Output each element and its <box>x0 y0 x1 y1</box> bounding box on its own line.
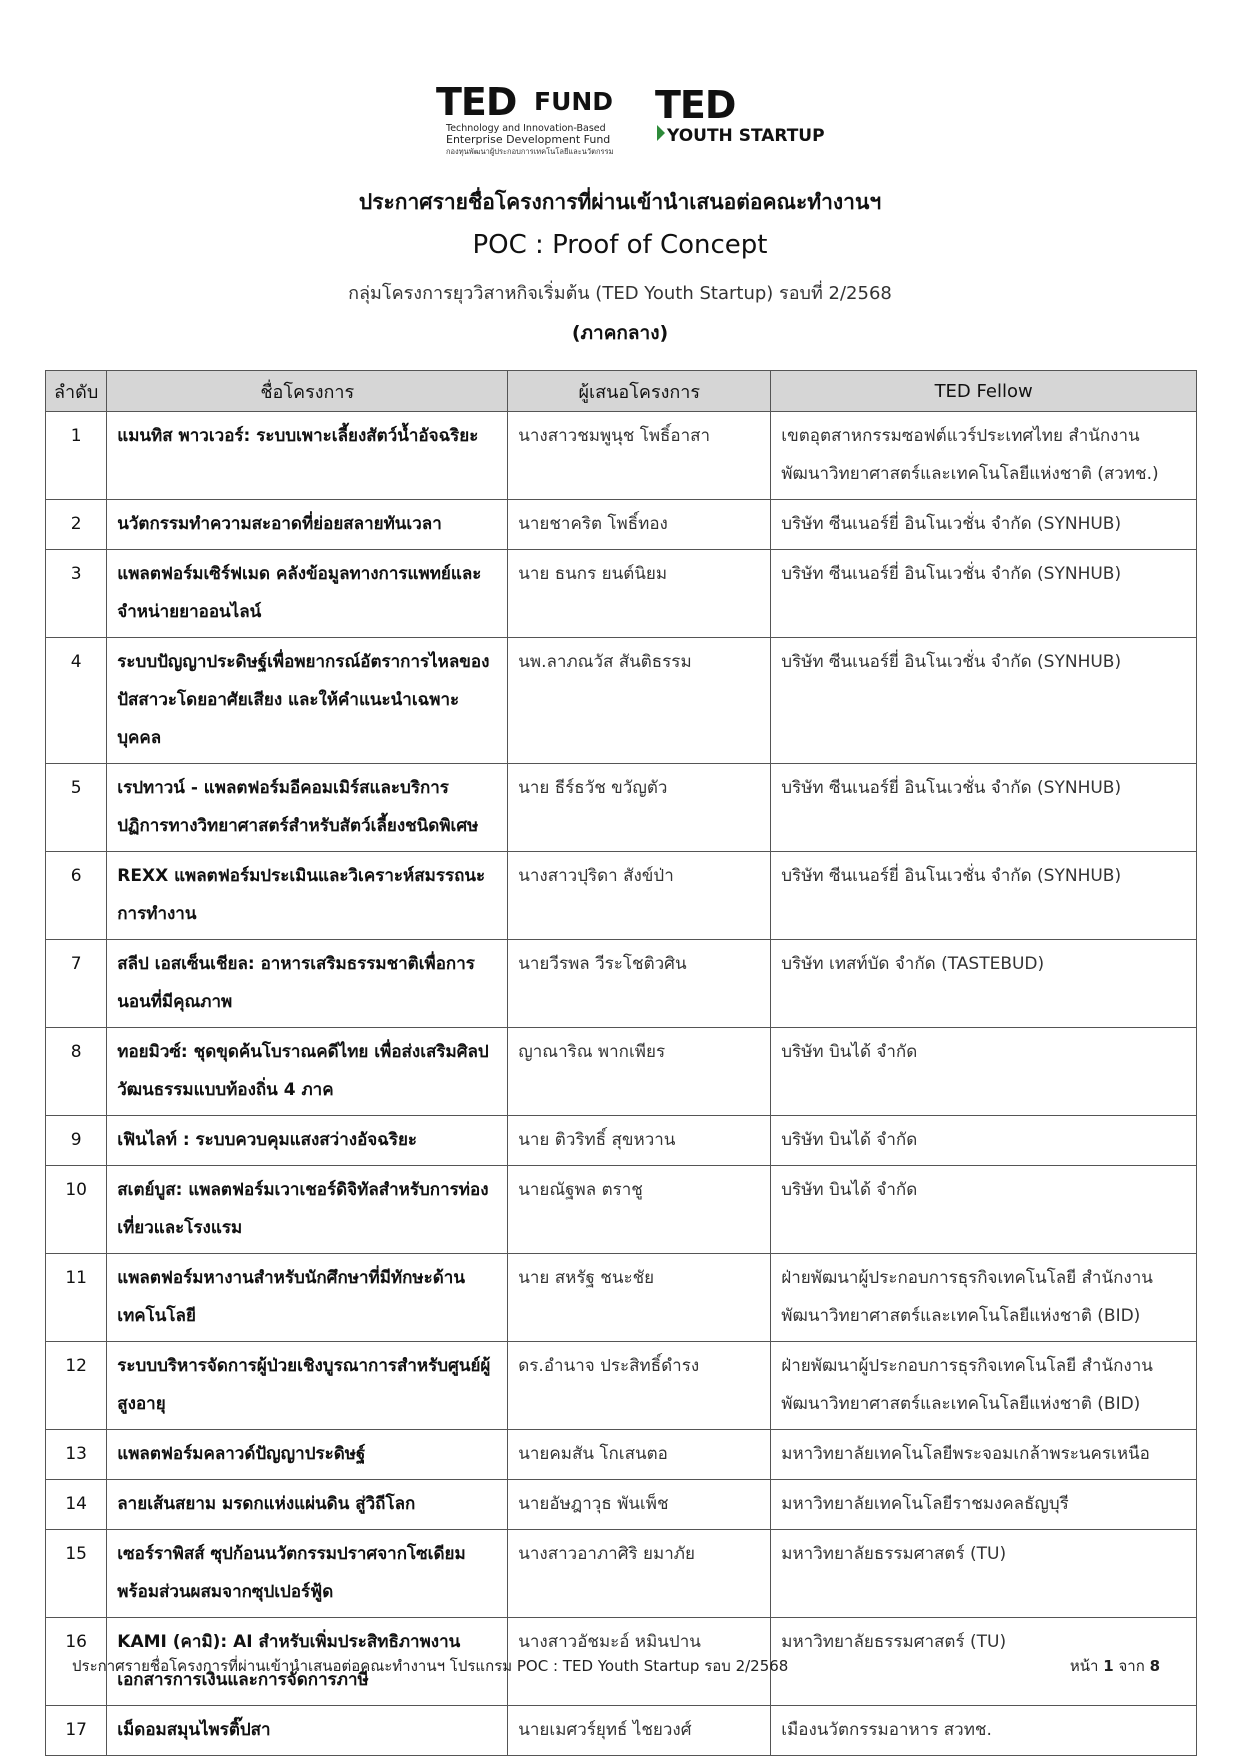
cell-fellow: บริษัท ซีนเนอร์ยี่ อินโนเวชั่น จำกัด (SYNHUB) <box>771 764 1197 852</box>
table-row <box>46 764 1197 852</box>
ted-youth-mark: TED <box>655 83 736 127</box>
ted-fund-line2: Enterprise Development Fund <box>446 133 611 146</box>
cell-proposer: นางสาวอัชมะอ์ หมินปาน <box>508 1618 771 1706</box>
cell-fellow: มหาวิทยาลัยเทคโนโลยีพระจอมเกล้าพระนครเหนือ <box>771 1430 1197 1480</box>
column-header-fellow: TED Fellow <box>771 371 1197 412</box>
cell-project: ทอยมิวซ์: ชุดขุดค้นโบราณคดีไทย เพื่อส่งเสริมศิลปวัฒนธรรมแบบท้องถิ่น 4 ภาค <box>107 1028 508 1116</box>
table-row <box>46 412 1197 500</box>
cell-fellow: บริษัท ซีนเนอร์ยี่ อินโนเวชั่น จำกัด (SYNHUB) <box>771 550 1197 638</box>
footer-text: ประกาศรายชื่อโครงการที่ผ่านเข้านำเสนอต่อคณะทำงานฯ โปรแกรม POC : TED Youth Startup รอบ 2/2568 <box>72 1657 789 1675</box>
table-row <box>46 550 1197 638</box>
arrow-icon <box>657 125 665 141</box>
program-group: กลุ่มโครงการยุววิสาหกิจเริ่มต้น (TED Youth Startup) รอบที่ 2/2568 <box>348 283 892 304</box>
cell-project: ระบบบริหารจัดการผู้ป่วยเชิงบูรณาการสำหรับศูนย์ผู้สูงอายุ <box>107 1342 508 1430</box>
cell-project: แพลตฟอร์มเซิร์ฟเมด คลังข้อมูลทางการแพทย์และจำหน่ายยาออนไลน์ <box>107 550 508 638</box>
cell-fellow: เขตอุตสาหกรรมซอฟต์แวร์ประเทศไทย สำนักงานพัฒนาวิทยาศาสตร์และเทคโนโลยีแห่งชาติ (สวทช.) <box>771 412 1197 500</box>
cell-fellow: มหาวิทยาลัยธรรมศาสตร์ (TU) <box>771 1530 1197 1618</box>
table-row <box>46 638 1197 764</box>
column-header-proposer: ผู้เสนอโครงการ <box>508 371 771 412</box>
cell-proposer: นาย สหรัฐ ชนะชัย <box>508 1254 771 1342</box>
table-header-row <box>46 371 1197 412</box>
cell-project: เรปทาวน์ - แพลตฟอร์มอีคอมเมิร์สและบริการปฏิการทางวิทยาศาสตร์สำหรับสัตว์เลี้ยงชนิดพิเศษ <box>107 764 508 852</box>
cell-no: 11 <box>46 1254 107 1342</box>
table-row <box>46 1116 1197 1166</box>
cell-project: แมนทิส พาวเวอร์: ระบบเพาะเลี้ยงสัตว์น้ำอัจฉริยะ <box>107 412 508 500</box>
ted-fund-word: FUND <box>534 87 614 116</box>
table-row <box>46 1028 1197 1116</box>
cell-fellow: บริษัท บินได้ จำกัด <box>771 1116 1197 1166</box>
table-header <box>46 371 1197 412</box>
table-row <box>46 500 1197 550</box>
cell-project: เซอร์ราพิสส์ ซุปก้อนนวัตกรรมปราศจากโซเดียมพร้อมส่วนผสมจากซุปเปอร์ฟู้ด <box>107 1530 508 1618</box>
project-table <box>45 370 1197 1756</box>
cell-fellow: บริษัท บินได้ จำกัด <box>771 1028 1197 1116</box>
table-row <box>46 940 1197 1028</box>
cell-fellow: บริษัท บินได้ จำกัด <box>771 1166 1197 1254</box>
cell-proposer: นาย ธีร์ธวัช ขวัญตัว <box>508 764 771 852</box>
cell-no: 12 <box>46 1342 107 1430</box>
table-row <box>46 1706 1197 1756</box>
cell-proposer: ดร.อำนาจ ประสิทธิ์ดำรง <box>508 1342 771 1430</box>
ted-youth-startup-logo <box>655 83 825 146</box>
cell-project: นวัตกรรมทำความสะอาดที่ย่อยสลายทันเวลา <box>107 500 508 550</box>
cell-fellow: มหาวิทยาลัยเทคโนโลยีราชมงคลธัญบุรี <box>771 1480 1197 1530</box>
cell-proposer: ญาณาริณ พากเพียร <box>508 1028 771 1116</box>
cell-fellow: มหาวิทยาลัยธรรมศาสตร์ (TU) <box>771 1618 1197 1706</box>
table-row <box>46 1254 1197 1342</box>
table-row <box>46 1166 1197 1254</box>
cell-proposer: นายอัษฎาวุธ พันเพ็ช <box>508 1480 771 1530</box>
cell-no: 10 <box>46 1166 107 1254</box>
cell-project: เฟินไลท์ : ระบบควบคุมแสงสว่างอัจฉริยะ <box>107 1116 508 1166</box>
cell-proposer: นางสาวอาภาศิริ ยมาภัย <box>508 1530 771 1618</box>
cell-no: 4 <box>46 638 107 764</box>
cell-proposer: นาย ธนกร ยนต์นิยม <box>508 550 771 638</box>
page-current: 1 <box>1103 1657 1114 1675</box>
cell-fellow: บริษัท ซีนเนอร์ยี่ อินโนเวชั่น จำกัด (SYNHUB) <box>771 852 1197 940</box>
table-row <box>46 1480 1197 1530</box>
cell-no: 14 <box>46 1480 107 1530</box>
ted-fund-line1: Technology and Innovation-Based <box>446 123 606 134</box>
region-label: (ภาคกลาง) <box>571 322 669 344</box>
cell-no: 15 <box>46 1530 107 1618</box>
ted-youth-word: YOUTH STARTUP <box>667 126 825 146</box>
table-row <box>46 1430 1197 1480</box>
program-name: POC : Proof of Concept <box>472 230 768 260</box>
cell-no: 8 <box>46 1028 107 1116</box>
cell-proposer: นายชาคริต โพธิ์ทอง <box>508 500 771 550</box>
table-row <box>46 1342 1197 1430</box>
cell-no: 2 <box>46 500 107 550</box>
cell-no: 3 <box>46 550 107 638</box>
cell-no: 16 <box>46 1618 107 1706</box>
cell-proposer: นายณัฐพล ตราชู <box>508 1166 771 1254</box>
cell-fellow: บริษัท ซีนเนอร์ยี่ อินโนเวชั่น จำกัด (SYNHUB) <box>771 638 1197 764</box>
cell-proposer: นางสาวปุริดา สังข์ป่า <box>508 852 771 940</box>
cell-project: แพลตฟอร์มหางานสำหรับนักศึกษาที่มีทักษะด้านเทคโนโลยี <box>107 1254 508 1342</box>
cell-no: 9 <box>46 1116 107 1166</box>
cell-fellow: บริษัท เทสท์บัด จำกัด (TASTEBUD) <box>771 940 1197 1028</box>
cell-proposer: นายคมสัน โกเสนตอ <box>508 1430 771 1480</box>
announcement-title: ประกาศรายชื่อโครงการที่ผ่านเข้านำเสนอต่อคณะทำงานฯ <box>358 190 882 214</box>
cell-fellow: ฝ่ายพัฒนาผู้ประกอบการธุรกิจเทคโนโลยี สำนักงานพัฒนาวิทยาศาสตร์และเทคโนโลยีแห่งชาติ (BID) <box>771 1342 1197 1430</box>
ted-fund-line3: กองทุนพัฒนาผู้ประกอบการเทคโนโลยีและนวัตกรรม <box>446 147 614 156</box>
cell-no: 17 <box>46 1706 107 1756</box>
cell-fellow: บริษัท ซีนเนอร์ยี่ อินโนเวชั่น จำกัด (SYNHUB) <box>771 500 1197 550</box>
cell-project: สเตย์บูส: แพลตฟอร์มเวาเชอร์ดิจิทัลสำหรับการท่องเที่ยวและโรงแรม <box>107 1166 508 1254</box>
cell-proposer: นายเมศวร์ยุทธ์ ไชยวงศ์ <box>508 1706 771 1756</box>
cell-no: 5 <box>46 764 107 852</box>
cell-project: แพลตฟอร์มคลาวด์ปัญญาประดิษฐ์ <box>107 1430 508 1480</box>
cell-fellow: ฝ่ายพัฒนาผู้ประกอบการธุรกิจเทคโนโลยี สำนักงานพัฒนาวิทยาศาสตร์และเทคโนโลยีแห่งชาติ (BID) <box>771 1254 1197 1342</box>
cell-fellow: เมืองนวัตกรรมอาหาร สวทช. <box>771 1706 1197 1756</box>
table-row <box>46 1530 1197 1618</box>
cell-no: 6 <box>46 852 107 940</box>
cell-proposer: นางสาวชมพูนุช โพธิ์อาสา <box>508 412 771 500</box>
page-prefix: หน้า <box>1069 1657 1099 1675</box>
cell-no: 7 <box>46 940 107 1028</box>
cell-project: ระบบปัญญาประดิษฐ์เพื่อพยากรณ์อัตราการไหลของปัสสาวะโดยอาศัยเสียง และให้คำแนะนำเฉพาะบุคคล <box>107 638 508 764</box>
cell-proposer: นายวีรพล วีระโชติวศิน <box>508 940 771 1028</box>
table-row <box>46 852 1197 940</box>
page-mid: จาก <box>1118 1657 1145 1675</box>
cell-proposer: นาย ติวริทธิ์ สุขหวาน <box>508 1116 771 1166</box>
column-header-no: ลำดับ <box>46 371 107 412</box>
cell-project: ลายเส้นสยาม มรดกแห่งแผ่นดิน สู่วิถีโลก <box>107 1480 508 1530</box>
ted-fund-logo <box>436 80 618 158</box>
ted-fund-mark: TED <box>436 80 517 124</box>
cell-proposer: นพ.ลาภณวัส สันติธรรม <box>508 638 771 764</box>
table-body <box>46 412 1197 1756</box>
cell-project: KAMI (คามิ): AI สำหรับเพิ่มประสิทธิภาพงานเอกสารการเงินและการจัดการภาษี <box>107 1618 508 1706</box>
page-total: 8 <box>1149 1657 1160 1675</box>
logo-bar <box>0 80 1240 160</box>
cell-no: 13 <box>46 1430 107 1480</box>
page-indicator <box>1070 1654 1160 1678</box>
cell-project: สลีป เอสเซ็นเชียล: อาหารเสริมธรรมชาติเพื่อการนอนที่มีคุณภาพ <box>107 940 508 1028</box>
column-header-project: ชื่อโครงการ <box>107 371 508 412</box>
cell-project: เม็ดอมสมุนไพรติ๊ปสา <box>107 1706 508 1756</box>
cell-project: REXX แพลตฟอร์มประเมินและวิเคราะห์สมรรถนะการทำงาน <box>107 852 508 940</box>
cell-no: 1 <box>46 412 107 500</box>
